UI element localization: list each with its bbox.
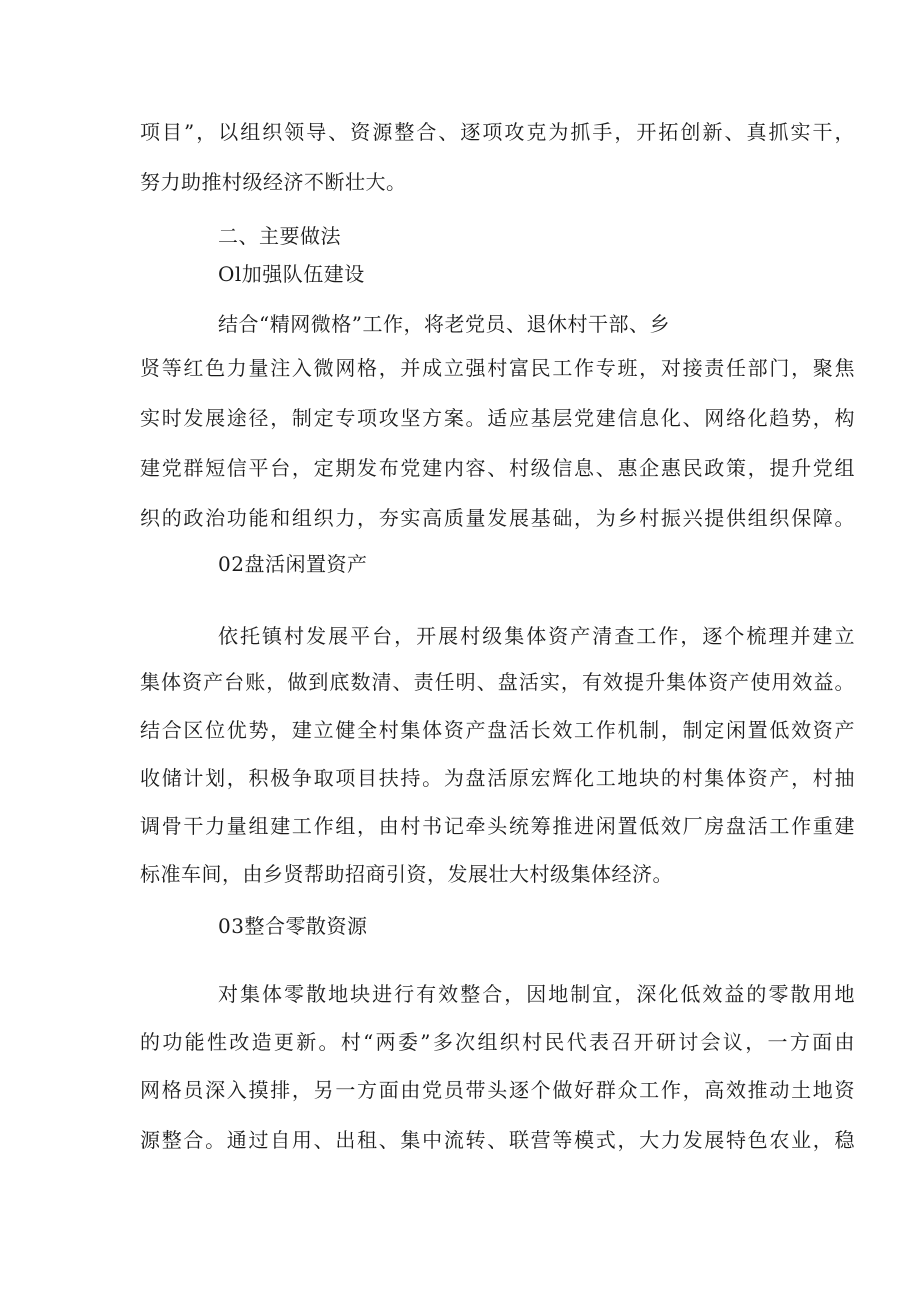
sub3-heading: 03整合零散资源 <box>218 914 368 938</box>
sub1-line-5: 织的政治功能和组织力，夯实高质量发展基础，为乡村振兴提供组织保障。 <box>140 506 855 530</box>
sub2-line-4: 收储计划，积极争取项目扶持。为盘活原宏辉化工地块的村集体资产，村抽 <box>140 766 855 790</box>
sub1-line-1: 结合“精网微格”工作，将老党员、退休村干部、乡 <box>218 312 670 336</box>
sub3-line-4: 源整合。通过自用、出租、集中流转、联营等模式，大力发展特色农业，稳 <box>140 1128 855 1152</box>
section-title: 二、主要做法 <box>218 224 341 248</box>
intro-line-2: 努力助推村级经济不断壮大。 <box>140 170 407 194</box>
intro-line-1: 项目”，以组织领导、资源整合、逐项攻克为抓手，开拓创新、真抓实干， <box>140 120 855 144</box>
sub3-line-3: 网格员深入摸排，另一方面由党员带头逐个做好群众工作，高效推动土地资 <box>140 1078 855 1102</box>
sub1-line-3: 实时发展途径，制定专项攻坚方案。适应基层党建信息化、网络化趋势，构 <box>140 406 855 430</box>
sub2-line-6: 标准车间，由乡贤帮助招商引资，发展壮大村级集体经济。 <box>140 862 673 886</box>
sub1-heading: Ol加强队伍建设 <box>218 262 365 286</box>
sub2-line-1: 依托镇村发展平台，开展村级集体资产清查工作，逐个梳理并建立 <box>218 624 855 648</box>
sub3-line-2: 的功能性改造更新。村“两委”多次组织村民代表召开研讨会议，一方面由 <box>140 1030 855 1054</box>
sub2-heading: 02盘活闲置资产 <box>218 552 368 576</box>
sub1-line-4: 建党群短信平台，定期发布党建内容、村级信息、惠企惠民政策，提升党组 <box>140 456 855 480</box>
sub2-line-3: 结合区位优势，建立健全村集体资产盘活长效工作机制，制定闲置低效资产 <box>140 718 855 742</box>
sub2-line-5: 调骨干力量组建工作组，由村书记牵头统筹推进闲置低效厂房盘活工作重建 <box>140 814 855 838</box>
sub2-line-2: 集体资产台账，做到底数清、责任明、盘活实，有效提升集体资产使用效益。 <box>140 670 855 694</box>
sub1-line-2: 贤等红色力量注入微网格，并成立强村富民工作专班，对接责任部门，聚焦 <box>140 356 855 380</box>
sub3-line-1: 对集体零散地块进行有效整合，因地制宜，深化低效益的零散用地 <box>218 982 855 1006</box>
